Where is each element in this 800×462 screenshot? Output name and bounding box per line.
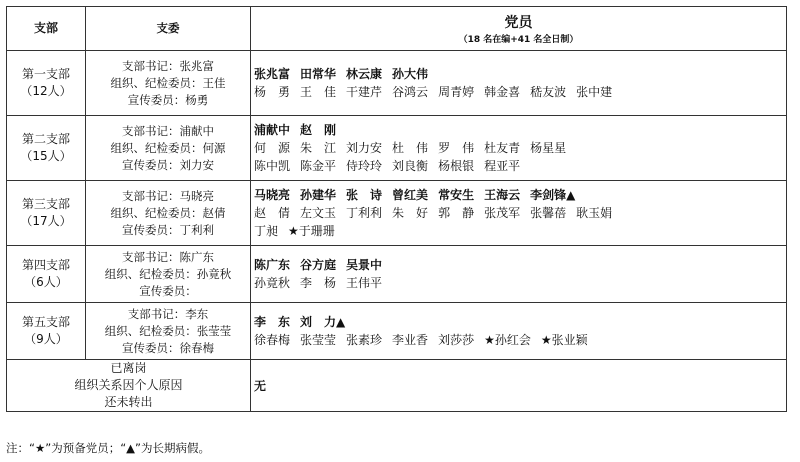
branch-name: 第二支部 bbox=[21, 132, 70, 146]
member-row bbox=[254, 139, 786, 157]
member-name: 程亚平 bbox=[484, 159, 521, 173]
committee-cell-line: 宣传委员： bbox=[139, 283, 197, 298]
members-cell bbox=[251, 181, 787, 246]
branch-row bbox=[7, 51, 787, 116]
lead-members-row bbox=[254, 65, 786, 83]
lead-members-row bbox=[254, 186, 786, 204]
members-cell bbox=[251, 303, 787, 360]
committee-cell bbox=[86, 303, 251, 360]
lead-member: 李剑锋▲ bbox=[530, 188, 576, 202]
member-row bbox=[254, 331, 786, 349]
lead-member: 马晓亮 bbox=[254, 188, 291, 202]
lead-member: 孙大伟 bbox=[392, 67, 429, 81]
member-name: 杨星星 bbox=[530, 141, 567, 155]
member-name: 罗 伟 bbox=[438, 141, 475, 155]
committee-cell-line: 支部书记：李东 bbox=[127, 306, 209, 321]
lead-member: 陈广东 bbox=[254, 258, 291, 272]
member-row bbox=[254, 274, 786, 292]
member-name: 张莹莹 bbox=[300, 333, 337, 347]
lead-member: 田常华 bbox=[300, 67, 337, 81]
member-name: 韩金喜 bbox=[484, 85, 521, 99]
member-name: 徐春梅 bbox=[254, 333, 291, 347]
branch-count: （17人） bbox=[20, 214, 72, 228]
member-name: ★于珊珊 bbox=[288, 224, 335, 238]
lead-member: 李 东 bbox=[254, 315, 291, 329]
lead-member: 张 诗 bbox=[346, 188, 383, 202]
member-name: 陈中凯 bbox=[254, 159, 291, 173]
member-name: 刘莎莎 bbox=[438, 333, 475, 347]
footnote: 注：“★”为预备党员；“▲”为长期病假。 bbox=[6, 441, 210, 455]
committee-cell-line: 组织、纪检委员：王佳 bbox=[110, 75, 226, 90]
lead-member: 浦献中 bbox=[254, 123, 291, 137]
lead-members-row bbox=[254, 256, 786, 274]
member-name: 耿玉娟 bbox=[576, 206, 613, 220]
header-members-sub: （18 名在编+41 名全日制） bbox=[458, 34, 579, 45]
lead-member: 曾红美 bbox=[392, 188, 429, 202]
branch-row bbox=[7, 303, 787, 360]
committee-cell-line: 宣传委员：丁利利 bbox=[122, 222, 214, 237]
member-name: 丁昶 bbox=[254, 224, 279, 238]
header-members-title: 党员 bbox=[504, 14, 533, 31]
member-name: 左文玉 bbox=[300, 206, 337, 220]
lead-member: 赵 刚 bbox=[300, 123, 337, 137]
member-name: 郭 静 bbox=[438, 206, 475, 220]
committee-cell bbox=[86, 116, 251, 181]
member-name: ★张业颖 bbox=[540, 333, 588, 347]
header-members bbox=[251, 7, 787, 51]
committee-cell-line: 组织、纪检委员：张莹莹 bbox=[104, 323, 232, 338]
transfer-row bbox=[7, 360, 787, 412]
branch-name: 第四支部 bbox=[21, 258, 70, 272]
member-name: 赵 倩 bbox=[254, 206, 291, 220]
party-roster-table bbox=[6, 6, 787, 412]
member-name: 侍玲玲 bbox=[346, 159, 383, 173]
lead-member: 吴景中 bbox=[346, 258, 383, 272]
member-name: 张素珍 bbox=[346, 333, 383, 347]
branch-name-cell bbox=[7, 116, 86, 181]
member-name: 杜 伟 bbox=[392, 141, 429, 155]
member-name: 杜友青 bbox=[484, 141, 521, 155]
committee-cell bbox=[86, 51, 251, 116]
committee-cell-line: 支部书记：陈广东 bbox=[122, 249, 214, 264]
branch-count: （15人） bbox=[20, 149, 72, 163]
committee-cell bbox=[86, 246, 251, 303]
member-name: 朱 好 bbox=[392, 206, 429, 220]
committee-cell-line: 宣传委员：刘力安 bbox=[122, 157, 214, 172]
member-name: 周青婷 bbox=[438, 85, 475, 99]
branch-count: （6人） bbox=[24, 275, 68, 289]
member-row bbox=[254, 157, 786, 175]
branch-row bbox=[7, 246, 787, 303]
transfer-label-cell-line: 组织关系因个人原因 bbox=[74, 378, 183, 392]
member-name: 干建芹 bbox=[346, 85, 383, 99]
committee-cell-line: 宣传委员：杨勇 bbox=[127, 92, 209, 107]
lead-member: 林云康 bbox=[346, 67, 383, 81]
branch-name: 第三支部 bbox=[21, 197, 70, 211]
lead-member: 孙建华 bbox=[300, 188, 337, 202]
committee-cell-line: 支部书记：张兆富 bbox=[122, 58, 214, 73]
transfer-label-cell bbox=[7, 360, 251, 412]
member-name: 谷鸿云 bbox=[392, 85, 429, 99]
lead-member: 张兆富 bbox=[254, 67, 291, 81]
lead-members-row bbox=[254, 313, 786, 331]
branch-name-cell bbox=[7, 51, 86, 116]
member-name: 嵇友波 bbox=[530, 85, 567, 99]
header-committee: 支委 bbox=[86, 7, 251, 51]
members-cell bbox=[251, 51, 787, 116]
lead-member: 常安生 bbox=[438, 188, 475, 202]
branch-name-cell bbox=[7, 181, 86, 246]
committee-cell-line: 组织、纪检委员：赵倩 bbox=[110, 205, 226, 220]
committee-cell-line: 组织、纪检委员：孙竟秋 bbox=[104, 266, 232, 281]
member-name: 孙竟秋 bbox=[254, 276, 291, 290]
roster-body bbox=[7, 51, 787, 412]
member-name: 刘良衡 bbox=[392, 159, 429, 173]
committee-cell-line: 支部书记：浦献中 bbox=[122, 123, 214, 138]
branch-name-cell bbox=[7, 303, 86, 360]
member-row bbox=[254, 83, 786, 101]
member-name: 王伟平 bbox=[346, 276, 383, 290]
lead-member: 王海云 bbox=[484, 188, 521, 202]
branch-row bbox=[7, 116, 787, 181]
committee-cell-line: 宣传委员：徐春梅 bbox=[122, 340, 214, 355]
member-row bbox=[254, 222, 786, 240]
branch-name: 第五支部 bbox=[21, 315, 70, 329]
member-name: 杨 勇 bbox=[254, 85, 291, 99]
members-cell bbox=[251, 246, 787, 303]
branch-count: （12人） bbox=[20, 84, 72, 98]
member-name: ★孙红会 bbox=[484, 333, 531, 347]
member-name: 何 源 bbox=[254, 141, 291, 155]
member-name: 陈金平 bbox=[300, 159, 337, 173]
member-name: 李 杨 bbox=[300, 276, 337, 290]
member-name: 丁利利 bbox=[346, 206, 383, 220]
transfer-label-cell-line: 还未转出 bbox=[104, 395, 153, 409]
lead-member: 谷方庭 bbox=[300, 258, 337, 272]
branch-count: （9人） bbox=[24, 332, 68, 346]
committee-cell-line: 支部书记：马晓亮 bbox=[122, 188, 214, 203]
member-name: 杨根银 bbox=[438, 159, 475, 173]
member-name: 李业香 bbox=[392, 333, 429, 347]
lead-member: 刘 力▲ bbox=[300, 315, 346, 329]
member-name: 张茂军 bbox=[484, 206, 521, 220]
member-row bbox=[254, 204, 786, 222]
committee-cell-line: 组织、纪检委员：何源 bbox=[110, 140, 226, 155]
member-name: 刘力安 bbox=[346, 141, 383, 155]
branch-name-cell bbox=[7, 246, 86, 303]
member-name: 朱 江 bbox=[300, 141, 337, 155]
branch-row bbox=[7, 181, 787, 246]
header-branch: 支部 bbox=[7, 7, 86, 51]
member-name: 张馨蓓 bbox=[530, 206, 567, 220]
branch-name: 第一支部 bbox=[21, 67, 70, 81]
member-name: 张中建 bbox=[576, 85, 613, 99]
transfer-value: 无 bbox=[251, 360, 787, 412]
transfer-label-cell-line: 已离岗 bbox=[110, 361, 147, 375]
member-name: 王 佳 bbox=[300, 85, 337, 99]
lead-members-row bbox=[254, 121, 786, 139]
members-cell bbox=[251, 116, 787, 181]
committee-cell bbox=[86, 181, 251, 246]
